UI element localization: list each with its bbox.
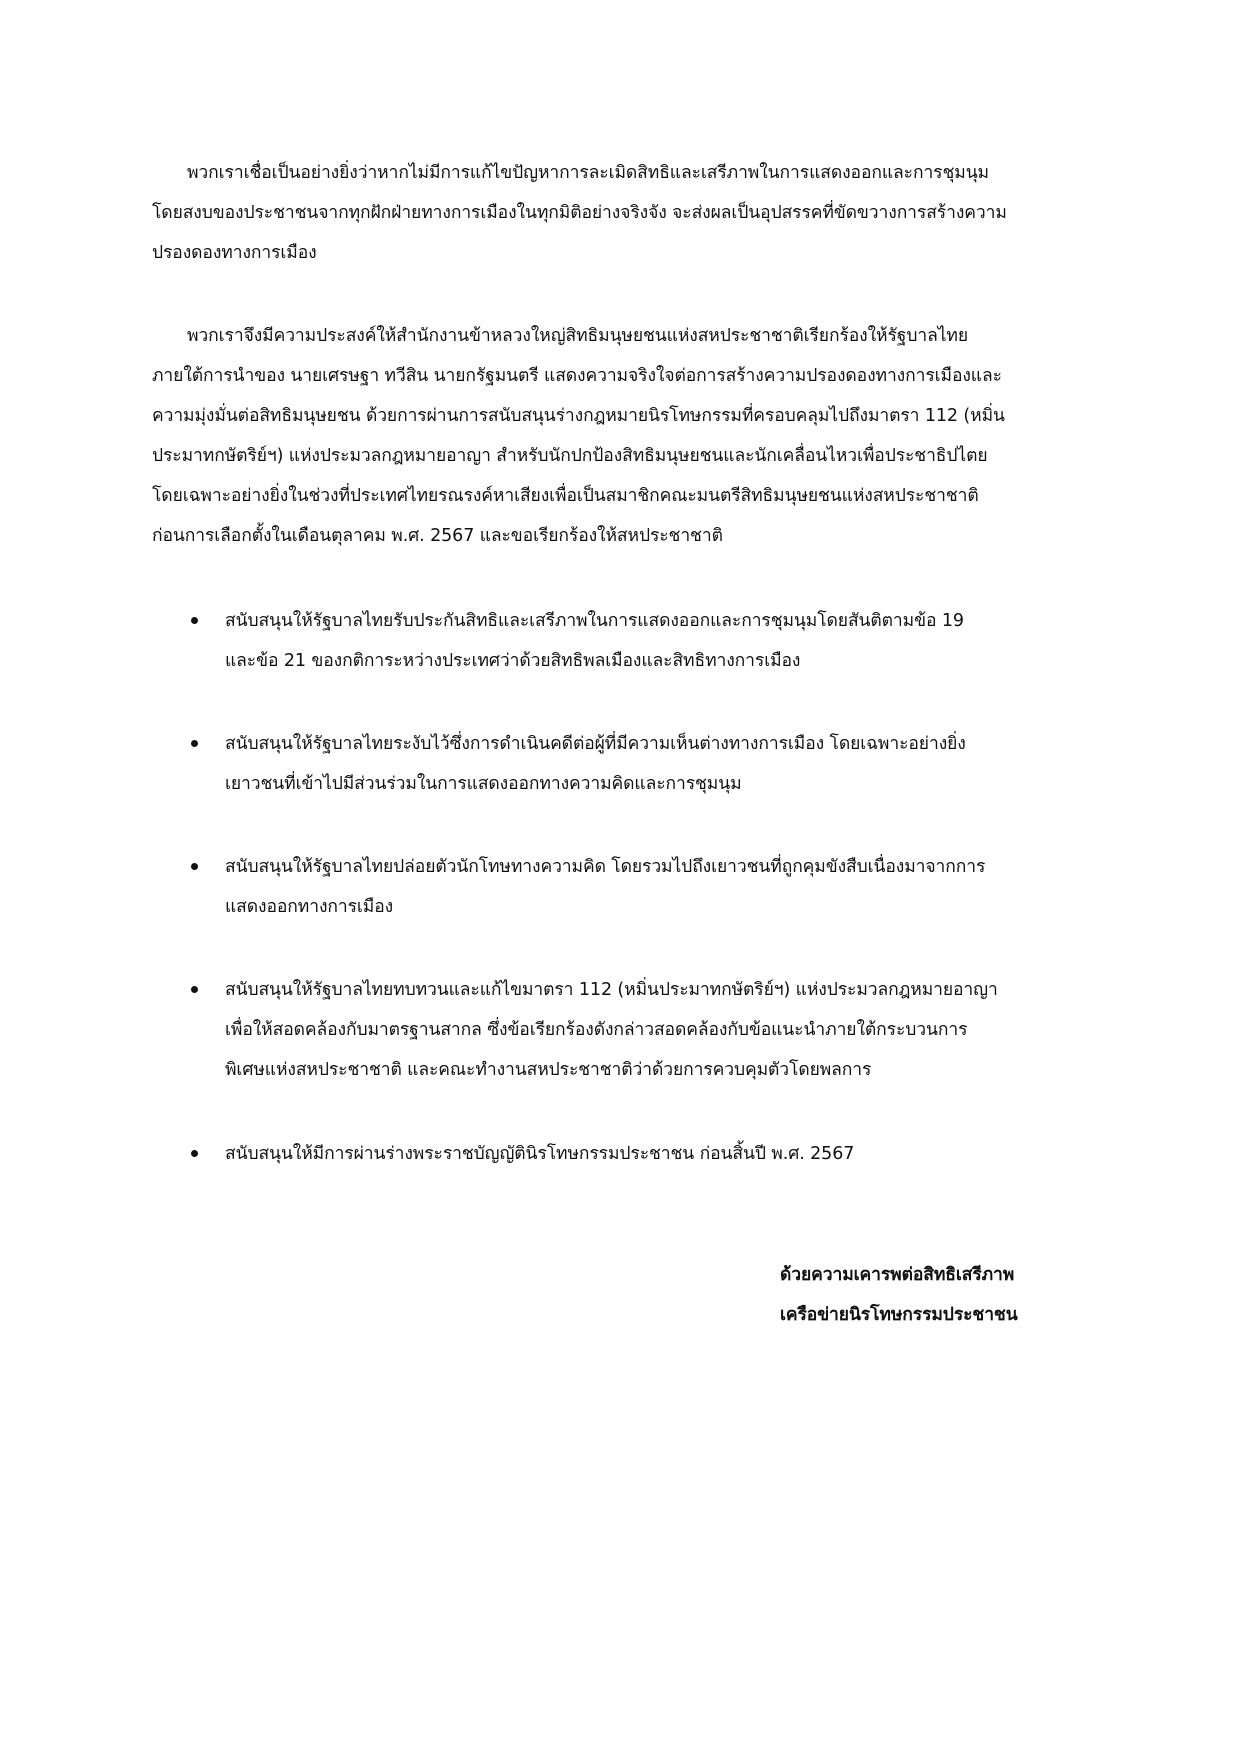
bullet-icon	[191, 986, 198, 993]
paragraph-line: ประมาทกษัตริย์ฯ) แห่งประมวลกฎหมายอาญา สำหรับนักปกป้องสิทธิมนุษยชนและนักเคลื่อนไหวเพื่อประชาธิปไตย	[152, 446, 988, 466]
list-item-line: สนับสนุนให้รัฐบาลไทยระงับไว้ซึ่งการดำเนินคดีต่อผู้ที่มีความเห็นต่างทางการเมือง โดยเฉพาะอย่างยิ่ง	[225, 734, 966, 754]
list-item-line: เยาวชนที่เข้าไปมีส่วนร่วมในการแสดงออกทางความคิดและการชุมนุม	[225, 774, 742, 794]
bullet-icon	[191, 617, 198, 624]
bullet-icon	[191, 1150, 198, 1157]
list-item-line: เพื่อให้สอดคล้องกับมาตรฐานสากล ซึ่งข้อเรียกร้องดังกล่าวสอดคล้องกับข้อแนะนำภายใต้กระบวนการ	[225, 1020, 968, 1040]
list-item-line: แสดงออกทางการเมือง	[225, 897, 394, 917]
closing-line-2: เครือข่ายนิรโทษกรรมประชาชน	[780, 1305, 1018, 1325]
paragraph-line: ความมุ่งมั่นต่อสิทธิมนุษยชน ด้วยการผ่านการสนับสนุนร่างกฎหมายนิรโทษกรรมที่ครอบคลุมไปถึงมาตรา 112 (หมิ่น	[152, 406, 1005, 426]
bullet-icon	[191, 740, 198, 747]
paragraph-line: โดยเฉพาะอย่างยิ่งในช่วงที่ประเทศไทยรณรงค์หาเสียงเพื่อเป็นสมาชิกคณะมนตรีสิทธิมนุษยชนแห่งสหประชาชาติ	[152, 486, 979, 506]
list-item-line: สนับสนุนให้รัฐบาลไทยปล่อยตัวนักโทษทางความคิด โดยรวมไปถึงเยาวชนที่ถูกคุมขังสืบเนื่องมาจากการ	[225, 857, 986, 877]
list-item-line: สนับสนุนให้รัฐบาลไทยรับประกันสิทธิและเสรีภาพในการแสดงออกและการชุมนุมโดยสันติตามข้อ 19	[225, 611, 964, 631]
paragraph-line: พวกเราจึงมีความประสงค์ให้สำนักงานข้าหลวงใหญ่สิทธิมนุษยชนแห่งสหประชาชาติเรียกร้องให้รัฐบาลไทย	[187, 326, 968, 346]
paragraph-line: พวกเราเชื่อเป็นอย่างยิ่งว่าหากไม่มีการแก้ไขปัญหาการละเมิดสิทธิและเสรีภาพในการแสดงออกและการชุมนุม	[187, 163, 989, 183]
paragraph-line: ปรองดองทางการเมือง	[152, 243, 317, 263]
list-item-line: พิเศษแห่งสหประชาชาติ และคณะทำงานสหประชาชาติว่าด้วยการควบคุมตัวโดยพลการ	[225, 1060, 872, 1080]
paragraph-line: ภายใต้การนำของ นายเศรษฐา ทวีสิน นายกรัฐมนตรี แสดงความจริงใจต่อการสร้างความปรองดองทางการเมืองและ	[152, 366, 1002, 386]
closing-line-1: ด้วยความเคารพต่อสิทธิเสรีภาพ	[780, 1265, 1015, 1285]
paragraph-line: ก่อนการเลือกตั้งในเดือนตุลาคม พ.ศ. 2567 และขอเรียกร้องให้สหประชาชาติ	[152, 526, 723, 546]
bullet-icon	[191, 863, 198, 870]
paragraph-line: โดยสงบของประชาชนจากทุกฝักฝ่ายทางการเมืองในทุกมิติอย่างจริงจัง จะส่งผลเป็นอุปสรรคที่ขัดขวางการสร้างความ	[152, 203, 1007, 223]
list-item-line: สนับสนุนให้มีการผ่านร่างพระราชบัญญัตินิรโทษกรรมประชาชน ก่อนสิ้นปี พ.ศ. 2567	[225, 1144, 855, 1164]
list-item-line: และข้อ 21 ของกติการะหว่างประเทศว่าด้วยสิทธิพลเมืองและสิทธิทางการเมือง	[225, 651, 801, 671]
list-item-line: สนับสนุนให้รัฐบาลไทยทบทวนและแก้ไขมาตรา 112 (หมิ่นประมาทกษัตริย์ฯ) แห่งประมวลกฎหมายอาญา	[225, 980, 998, 1000]
